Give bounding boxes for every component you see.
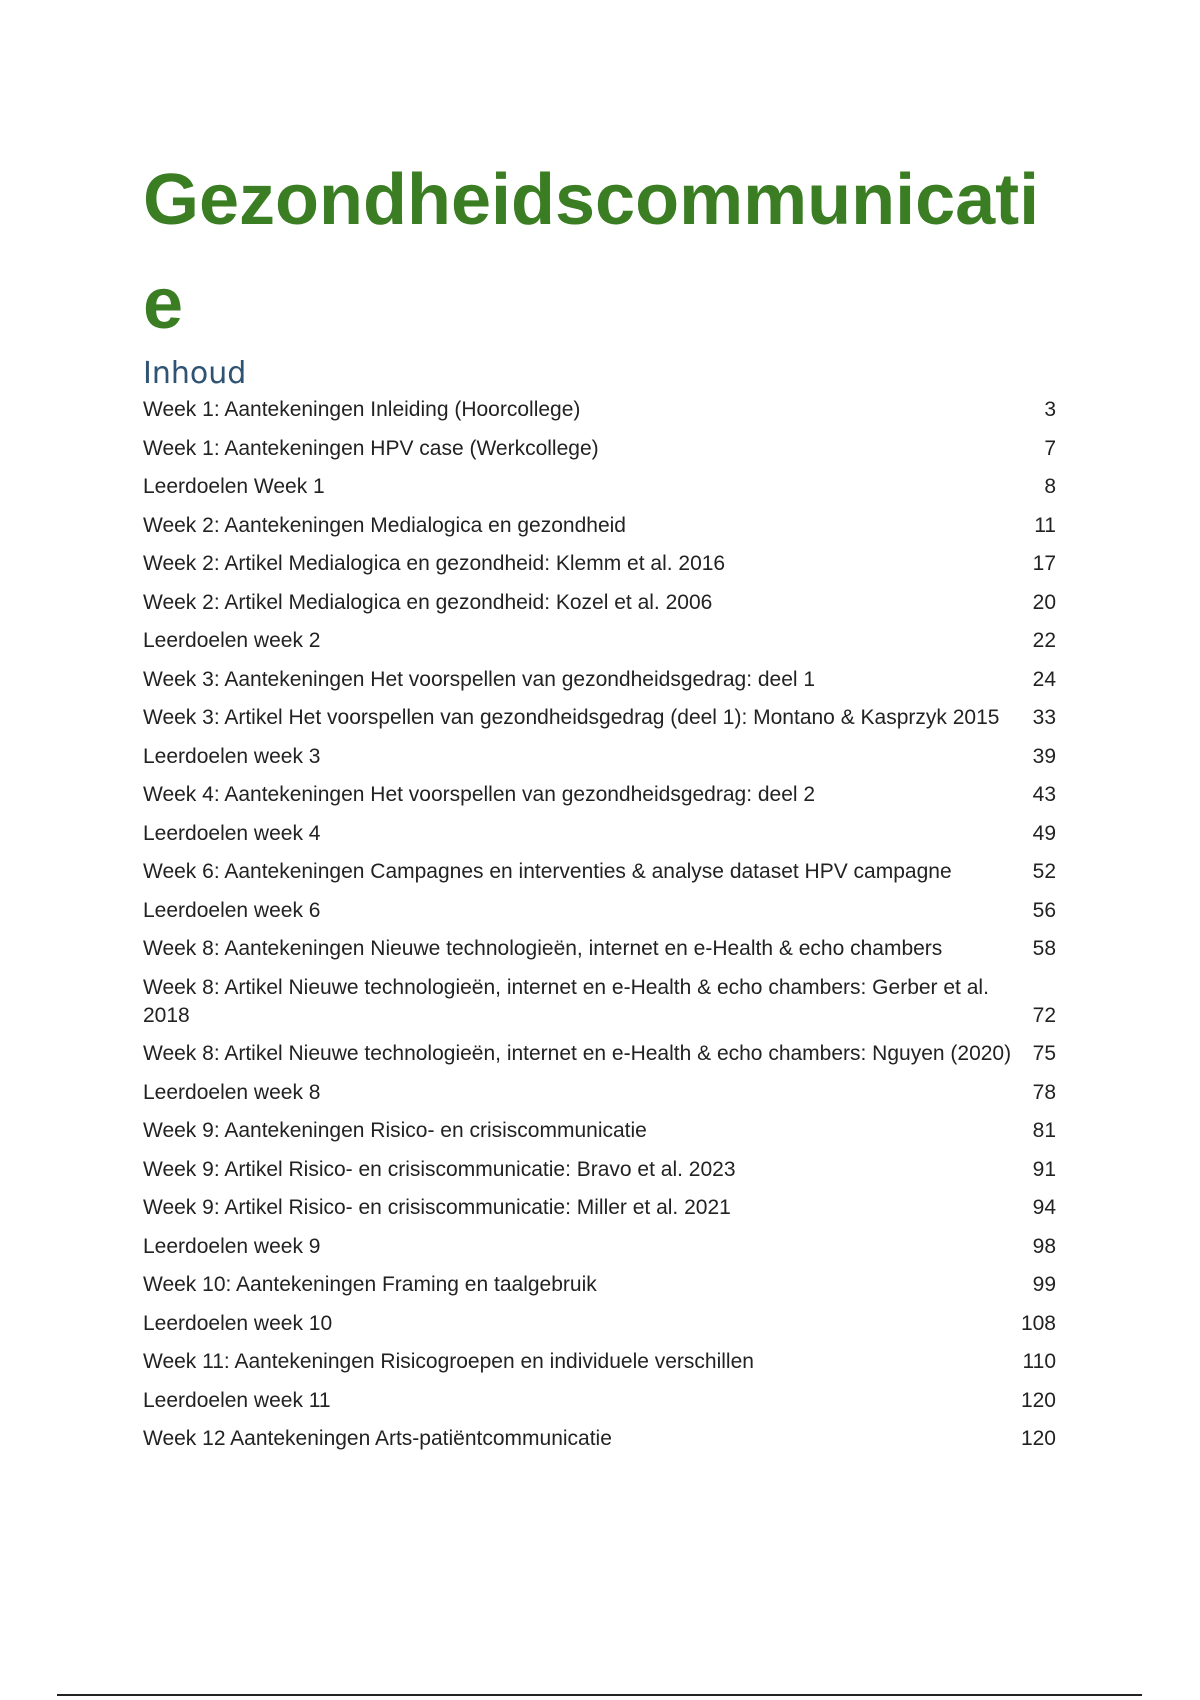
toc-entry-label[interactable]: Leerdoelen Week 1 <box>143 475 325 498</box>
toc-entry-label[interactable]: Week 2: Artikel Medialogica en gezondheid: Kozel et al. 2006 <box>143 590 713 614</box>
toc-entry-label[interactable]: Week 1: Aantekeningen Inleiding (Hoorcollege) <box>143 398 581 421</box>
toc-entry-page-number[interactable]: 8 <box>1044 475 1056 498</box>
toc-entry-page-number[interactable]: 58 <box>1032 937 1056 960</box>
toc-entry[interactable] <box>143 974 1056 1030</box>
toc-entry[interactable] <box>143 858 1056 886</box>
toc-entry-label[interactable]: Leerdoelen week 2 <box>143 629 321 652</box>
toc-entry[interactable] <box>143 1079 1056 1107</box>
toc-entry-label[interactable]: Week 4: Aantekeningen Het voorspellen van gezondheidsgedrag: deel 2 <box>143 783 816 806</box>
page-bottom-divider <box>57 1694 1142 1696</box>
toc-entry-page-number[interactable]: 120 <box>1020 1427 1056 1450</box>
toc-entry[interactable] <box>143 820 1056 848</box>
toc-entry-label[interactable]: Week 8: Artikel Nieuwe technologieën, internet en e-Health & echo chambers: Gerber et al. 2018 <box>143 975 989 1027</box>
toc-entry[interactable] <box>143 666 1056 694</box>
toc-entry-page-number[interactable]: 11 <box>1034 513 1056 537</box>
toc-entry-label[interactable]: Leerdoelen week 10 <box>143 1311 333 1335</box>
toc-entry-page-number[interactable]: 91 <box>1032 1157 1056 1181</box>
toc-entry-page-number[interactable]: 72 <box>1032 1003 1056 1027</box>
toc-entry-page-number[interactable]: 81 <box>1032 1119 1056 1142</box>
toc-entry[interactable] <box>143 743 1056 771</box>
toc-entry-page-number[interactable]: 78 <box>1032 1080 1056 1104</box>
toc-entry[interactable] <box>143 396 1056 424</box>
toc-entry-page-number[interactable]: 39 <box>1032 744 1056 768</box>
toc-entry-page-number[interactable]: 3 <box>1044 398 1056 421</box>
toc-entry-page-number[interactable]: 98 <box>1032 1234 1056 1258</box>
toc-entry[interactable] <box>143 435 1056 463</box>
toc-entry-page-number[interactable]: 17 <box>1032 552 1056 575</box>
toc-entry-page-number[interactable]: 20 <box>1032 590 1056 614</box>
toc-entry[interactable] <box>143 1117 1056 1145</box>
toc-entry[interactable] <box>143 473 1056 501</box>
toc-entry[interactable] <box>143 1310 1056 1338</box>
toc-entry[interactable] <box>143 1233 1056 1261</box>
toc-entry-label[interactable]: Leerdoelen week 4 <box>143 821 321 845</box>
toc-entry-label[interactable]: Week 3: Artikel Het voorspellen van gezondheidsgedrag (deel 1): Montano & Kasprzyk 2015 <box>143 706 1000 729</box>
table-of-contents <box>143 396 1056 1464</box>
toc-entry[interactable] <box>143 627 1056 655</box>
toc-entry[interactable] <box>143 1194 1056 1222</box>
toc-entry-label[interactable]: Week 1: Aantekeningen HPV case (Werkcollege) <box>143 436 599 460</box>
toc-entry[interactable] <box>143 897 1056 925</box>
toc-entry-page-number[interactable]: 22 <box>1032 629 1056 652</box>
toc-entry-label[interactable]: Week 12 Aantekeningen Arts-patiëntcommunicatie <box>143 1427 612 1450</box>
toc-entry[interactable] <box>143 1348 1056 1376</box>
toc-entry-label[interactable]: Week 10: Aantekeningen Framing en taalgebruik <box>143 1273 597 1296</box>
toc-entry-page-number[interactable]: 52 <box>1032 860 1056 883</box>
toc-entry-label[interactable]: Leerdoelen week 11 <box>143 1388 331 1412</box>
toc-entry-label[interactable]: Leerdoelen week 6 <box>143 898 321 922</box>
toc-entry-label[interactable]: Week 8: Aantekeningen Nieuwe technologieën, internet en e-Health & echo chambers <box>143 937 943 960</box>
toc-entry-label[interactable]: Week 8: Artikel Nieuwe technologieën, internet en e-Health & echo chambers: Nguyen (2020) <box>143 1042 1012 1065</box>
toc-entry-label[interactable]: Week 11: Aantekeningen Risicogroepen en individuele verschillen <box>143 1350 754 1373</box>
toc-entry-label[interactable]: Week 2: Artikel Medialogica en gezondheid: Klemm et al. 2016 <box>143 552 726 575</box>
toc-entry-page-number[interactable]: 33 <box>1032 706 1056 729</box>
toc-entry-page-number[interactable]: 94 <box>1032 1196 1056 1219</box>
document-title: Gezondheidscommunicatie <box>143 160 1040 344</box>
toc-heading: Inhoud <box>143 356 247 391</box>
toc-entry[interactable] <box>143 512 1056 540</box>
toc-entry-label[interactable]: Week 9: Artikel Risico- en crisiscommunicatie: Bravo et al. 2023 <box>143 1157 736 1181</box>
toc-entry-label[interactable]: Week 2: Aantekeningen Medialogica en gezondheid <box>143 513 626 537</box>
toc-entry-page-number[interactable]: 24 <box>1032 667 1056 691</box>
toc-entry-page-number[interactable]: 108 <box>1020 1311 1056 1335</box>
toc-entry[interactable] <box>143 589 1056 617</box>
toc-entry-label[interactable]: Week 3: Aantekeningen Het voorspellen van gezondheidsgedrag: deel 1 <box>143 667 816 691</box>
toc-entry-page-number[interactable]: 43 <box>1032 783 1056 806</box>
toc-entry-label[interactable]: Week 6: Aantekeningen Campagnes en interventies & analyse dataset HPV campagne <box>143 860 952 883</box>
toc-entry[interactable] <box>143 1387 1056 1415</box>
toc-entry-label[interactable]: Week 9: Aantekeningen Risico- en crisiscommunicatie <box>143 1119 647 1142</box>
toc-entry-label[interactable]: Leerdoelen week 8 <box>143 1080 321 1104</box>
toc-entry[interactable] <box>143 1271 1056 1299</box>
toc-entry[interactable] <box>143 550 1056 578</box>
toc-entry-page-number[interactable]: 75 <box>1032 1042 1056 1065</box>
toc-entry[interactable] <box>143 1425 1056 1453</box>
toc-entry-page-number[interactable]: 49 <box>1032 821 1056 845</box>
toc-entry-page-number[interactable]: 7 <box>1044 436 1056 460</box>
toc-entry-label[interactable]: Leerdoelen week 3 <box>143 744 321 768</box>
toc-entry-page-number[interactable]: 99 <box>1032 1273 1056 1296</box>
toc-entry[interactable] <box>143 781 1056 809</box>
toc-entry[interactable] <box>143 1156 1056 1184</box>
toc-entry[interactable] <box>143 1040 1056 1068</box>
toc-entry-page-number[interactable]: 56 <box>1032 898 1056 922</box>
toc-entry-page-number[interactable]: 110 <box>1022 1350 1056 1373</box>
toc-entry[interactable] <box>143 704 1056 732</box>
toc-entry-label[interactable]: Week 9: Artikel Risico- en crisiscommunicatie: Miller et al. 2021 <box>143 1196 731 1219</box>
toc-entry-label[interactable]: Leerdoelen week 9 <box>143 1234 321 1258</box>
toc-entry[interactable] <box>143 935 1056 963</box>
toc-entry-page-number[interactable]: 120 <box>1020 1388 1056 1412</box>
